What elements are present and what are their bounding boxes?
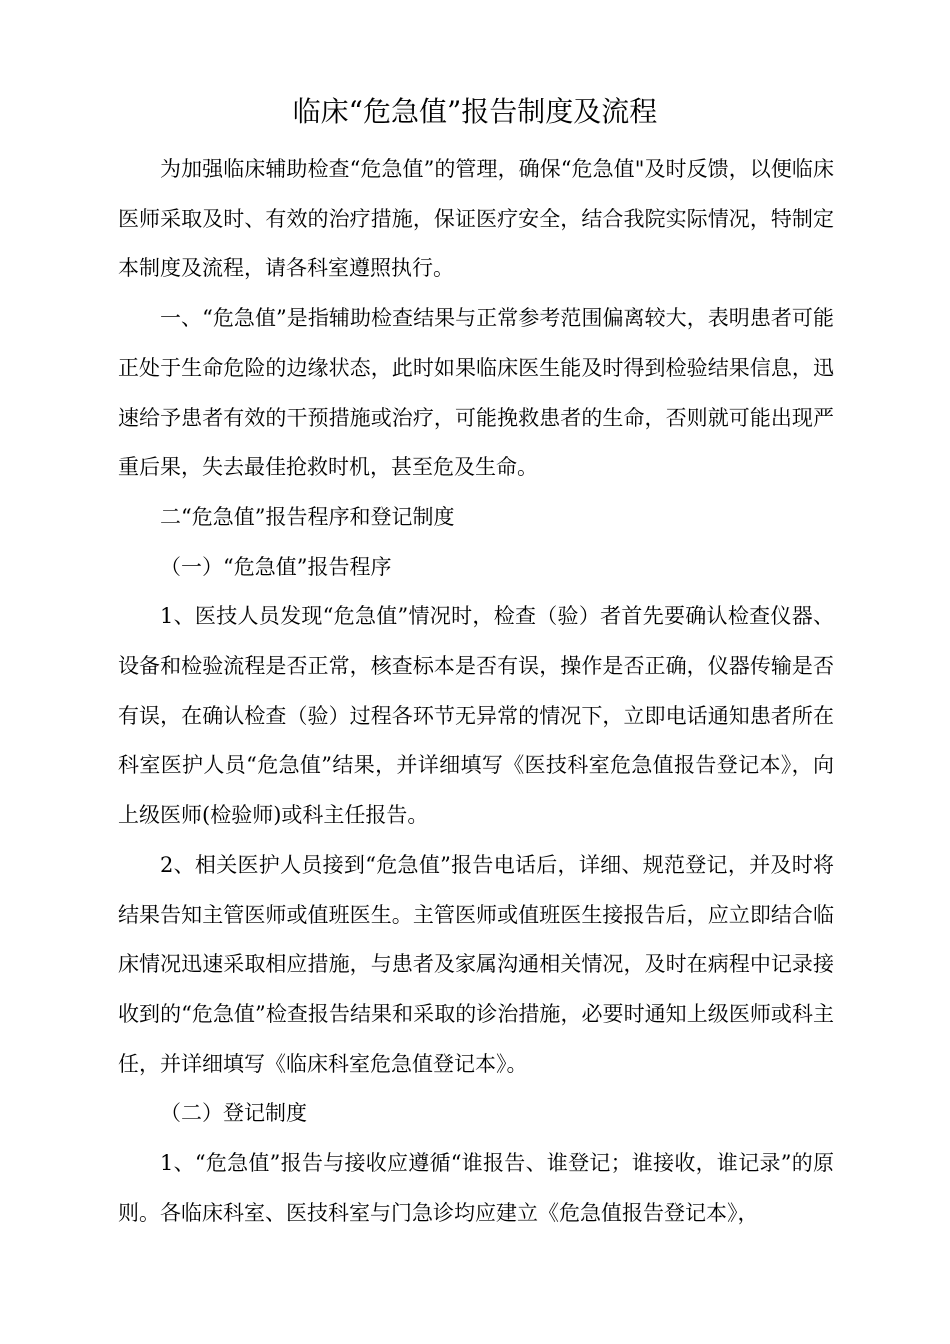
procedure-paragraph-1: 1、医技人员发现“危急值”情况时，检查（验）者首先要确认检查仪器、设备和检验流程是否正常，核查标本是否有误，操作是否正确，仪器传输是否有误，在确认检查（验）过程各环节无异常的情况下，立即电话通知患者所在科室医护人员“危急值”结果，并详细填写《医技科室危急值报告登记本》，向上级医师(检验师)或科主任报告。 [118, 604, 834, 828]
registration-paragraph-1: 1、“危急值”报告与接收应遵循“谁报告、谁登记；谁接收，谁记录”的原则。各临床科室、医技科室与门急诊均应建立《危急值报告登记本》， [118, 1151, 834, 1225]
document-title: 临床“危急值”报告制度及流程 [292, 95, 658, 128]
intro-paragraph: 为加强临床辅助检查“危急值”的管理，确保“危急值"及时反馈，以便临床医师采取及时、有效的治疗措施，保证医疗安全，结合我院实际情况，特制定本制度及流程，请各科室遵照执行。 [118, 157, 834, 281]
section-heading-2: 二“危急值”报告程序和登记制度 [160, 504, 455, 529]
subsection-heading-2: （二）登记制度 [160, 1101, 307, 1126]
definition-paragraph: 一、“危急值”是指辅助检查结果与正常参考范围偏离较大，表明患者可能正处于生命危险的边缘状态，此时如果临床医生能及时得到检验结果信息，迅速给予患者有效的干预措施或治疗，可能挽救患者的生命，否则就可能出现严重后果，失去最佳抢救时机，甚至危及生命。 [118, 306, 834, 480]
subsection-heading-1: （一）“危急值”报告程序 [160, 554, 392, 579]
procedure-paragraph-2: 2、相关医护人员接到“危急值”报告电话后，详细、规范登记，并及时将结果告知主管医师或值班医生。主管医师或值班医生接报告后，应立即结合临床情况迅速采取相应措施，与患者及家属沟通相关情况，及时在病程中记录接收到的“危急值”检查报告结果和采取的诊治措施，必要时通知上级医师或科主任，并详细填写《临床科室危急值登记本》。 [118, 852, 834, 1076]
document-body [118, 145, 834, 1238]
